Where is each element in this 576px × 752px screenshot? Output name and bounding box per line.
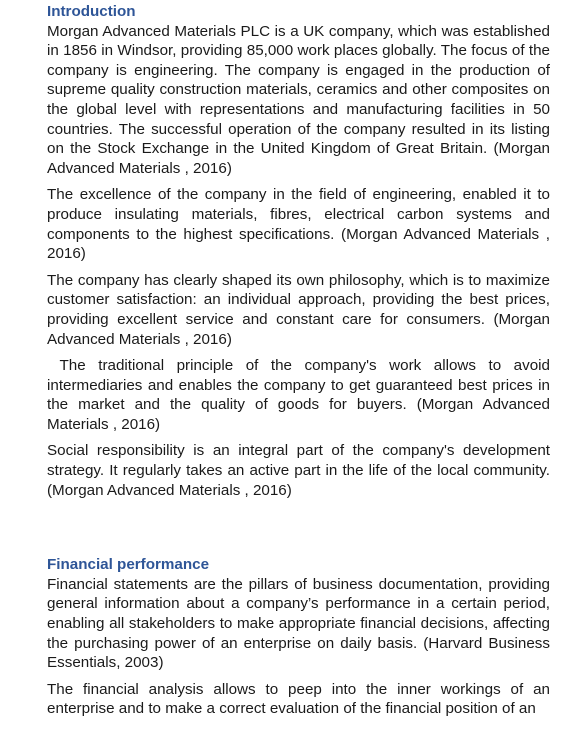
intro-paragraph-5: Social responsibility is an integral part of the company's development strategy. It regularly takes an active part in the life of the local community. (Morgan Advanced Materials , 2016) [47, 442, 550, 499]
financial-paragraph-1: Financial statements are the pillars of business documentation, providing general information about a company’s performance in a certain period, enabling all stakeholders to make appropriate financial decisions, affecting the purchasing power of an enterprise on daily basis. (Harvard Business Essentials, 2003) [47, 575, 550, 672]
section-heading-introduction: Introduction [47, 3, 136, 20]
document-page [47, 2, 555, 726]
intro-paragraph-1: Morgan Advanced Materials PLC is a UK company, which was established in 1856 in Windsor, providing 85,000 work places globally. The focus of the company is engineering. The company is engaged in the production of supreme quality construction materials, ceramics and other composites on the global level with representations and manufacturing facilities in 50 countries. The successful operation of the company resulted in its listing on the Stock Exchange in the United Kingdom of Great Britain. (Morgan Advanced Materials , 2016) [47, 22, 550, 177]
section-spacer [47, 507, 550, 555]
intro-paragraph-3: The company has clearly shaped its own philosophy, which is to maximize customer satisfaction: an individual approach, providing the best prices, providing excellent service and constant care for consumers. (Morgan Advanced Materials , 2016) [47, 271, 550, 348]
intro-paragraph-4: The traditional principle of the company's work allows to avoid intermediaries and enables the company to get guaranteed best prices in the market and the quality of goods for buyers. (Morgan Advanced Materials , 2016) [47, 357, 555, 433]
intro-paragraph-2: The excellence of the company in the field of engineering, enabled it to produce insulating materials, fibres, electrical carbon systems and components to the highest specifications. (Morgan Advanced Materials , 2016) [47, 186, 550, 263]
section-heading-financial-performance: Financial performance [47, 556, 210, 574]
financial-paragraph-2: The financial analysis allows to peep into the inner workings of an enterprise and to make a correct evaluation of the financial position of an [47, 680, 550, 718]
